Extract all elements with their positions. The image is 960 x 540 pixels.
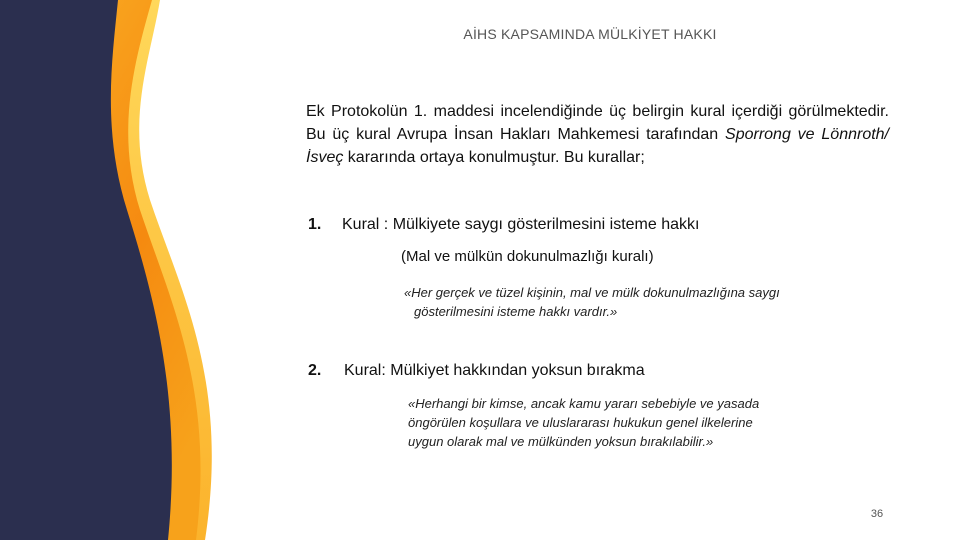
page-number: 36 [870, 508, 884, 520]
rule-1-subtitle: (Mal ve mülkün dokunulmazlığı kuralı) [401, 248, 654, 265]
intro-case-name: Sporrong ve Lönnroth/İsveç [306, 126, 890, 166]
rule-1-heading [308, 216, 868, 238]
rule-2-quote-line-1: «Herhangi bir kimse, ancak kamu yararı sebebiyle ve yasada [408, 396, 760, 411]
intro-text-part1: Ek Protokolün 1. maddesi incelendiğinde üç belirgin kural içerdiği görülmektedir. Bu üç kural Avrupa İnsan Hakları Mahkemesi tarafından [306, 103, 889, 143]
rule-2-heading [308, 362, 868, 384]
rule-2-number: 2. [308, 362, 322, 379]
rule-1-text: Kural : Mülkiyete saygı gösterilmesini isteme hakkı [342, 216, 700, 233]
rule-1-quote [404, 283, 884, 321]
rule-2-quote-line-3: uygun olarak mal ve mülkünden yoksun bırakılabilir.» [408, 434, 714, 449]
slide-title: AİHS KAPSAMINDA MÜLKİYET HAKKI [463, 26, 717, 42]
rule-2-quote [408, 394, 878, 451]
rule-1-quote-line-2: gösterilmesini isteme hakkı vardır.» [414, 304, 618, 319]
rule-2-text: Kural: Mülkiyet hakkından yoksun bırakma [344, 362, 645, 379]
intro-paragraph [306, 100, 889, 169]
intro-text-part2: kararında ortaya konulmuştur. Bu kurallar; [343, 149, 645, 166]
rule-1-quote-line-1: «Her gerçek ve tüzel kişinin, mal ve mülk dokunulmazlığına saygı [404, 285, 780, 300]
rule-2-quote-line-2: öngörülen koşullara ve uluslararası hukukun genel ilkelerine [408, 415, 753, 430]
rule-1-number: 1. [308, 216, 322, 233]
decorative-wave-panel [0, 0, 260, 540]
